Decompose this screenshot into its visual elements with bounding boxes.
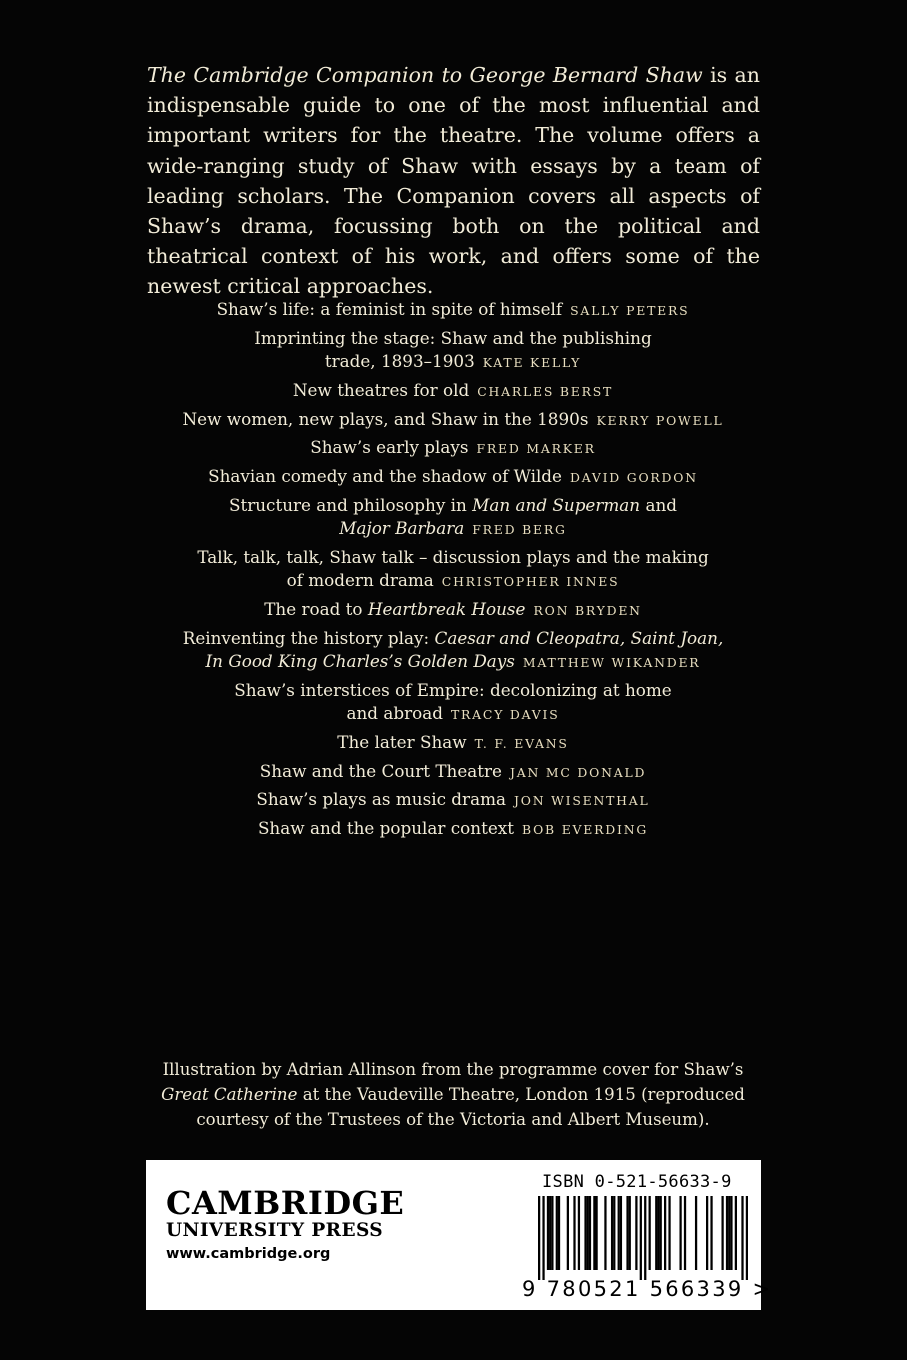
chapter-title: New theatres for old [292, 379, 470, 400]
barcode-bar [589, 1196, 591, 1270]
chapter-author: KERRY POWELL [596, 412, 724, 428]
barcode-bar [655, 1196, 657, 1270]
barcode-bar [620, 1196, 622, 1270]
contents-item [130, 298, 776, 323]
barcode-bar [542, 1196, 544, 1280]
contents-item [130, 731, 776, 756]
chapter-author: FRED MARKER [476, 441, 596, 457]
chapter-title-italic: Major Barbara [339, 518, 465, 539]
barcode-bar [578, 1196, 580, 1270]
barcode-bar [538, 1196, 540, 1280]
chapter-title: Reinventing the history play: [182, 627, 435, 648]
chapter-author: T. F. EVANS [474, 736, 569, 752]
contents-item [130, 679, 776, 727]
barcode-bar [635, 1196, 637, 1270]
barcode-bar [567, 1196, 569, 1270]
contents-item [130, 598, 776, 623]
chapter-title: New women, new plays, and Shaw in the 1890s [182, 408, 589, 429]
chapter-title: The road to [264, 599, 368, 619]
contents-item [130, 465, 776, 490]
barcode-bar [640, 1196, 642, 1280]
barcode-bar [684, 1196, 686, 1270]
chapter-author: MATTHEW WIKANDER [522, 655, 701, 671]
illustration-credit [130, 1057, 776, 1132]
isbn-label: ISBN 0-521-56633-9 [542, 1172, 732, 1192]
chapter-title: Shaw and the popular context [257, 818, 514, 839]
barcode-bar [706, 1196, 708, 1270]
contents-item [130, 817, 776, 842]
barcode-bar [668, 1196, 670, 1270]
chapter-author: DAVID GORDON [569, 469, 698, 485]
barcode-bar [695, 1196, 697, 1270]
chapter-author: JAN MC DONALD [509, 764, 647, 780]
chapter-author: CHARLES BERST [477, 383, 614, 399]
barcode-bar [710, 1196, 712, 1270]
barcode-bar [558, 1196, 560, 1270]
credit-line: Illustration by Adrian Allinson from the programme cover for Shaw’s [162, 1060, 744, 1079]
barcode-icon [538, 1196, 748, 1280]
barcode-bar [626, 1196, 628, 1270]
barcode-bar [618, 1196, 620, 1270]
chapter-title: Imprinting the stage: Shaw and the publishing [254, 327, 652, 348]
chapter-author: SALLY PETERS [570, 303, 690, 318]
publisher-name: CAMBRIDGE [166, 1184, 405, 1222]
chapter-author: TRACY DAVIS [450, 707, 560, 723]
chapter-author: CHRISTOPHER INNES [441, 574, 620, 590]
barcode-bar [679, 1196, 681, 1270]
contents-item [130, 760, 776, 785]
barcode-bar [730, 1196, 732, 1270]
barcode-bar [649, 1196, 651, 1270]
barcode-bar [604, 1196, 606, 1270]
barcode-bar [726, 1196, 728, 1270]
barcode-bar [644, 1196, 646, 1280]
credit-line: at the Vaudeville Theatre, London 1915 (reproduced courtesy of the Trustees of the Victoria and Albert Museum). [196, 1085, 745, 1129]
contents-item [130, 327, 776, 375]
book-title: The Cambridge Companion to George Bernard Shaw [147, 63, 703, 87]
blurb-text: is an indispensable guide to one of the most influential and important writers for the theatre. The volume offers a wide-ranging study of Shaw with essays by a team of leading scholars. The Companion covers all aspects of Shaw’s drama, focussing both on the political and theatrical context of his work, and offers some of the newest critical approaches. [147, 63, 760, 299]
contents-item [130, 436, 776, 461]
chapter-title: and [640, 494, 678, 515]
barcode-bar [735, 1196, 737, 1270]
chapter-title-cont: trade, 1893–1903 [324, 351, 475, 372]
chapter-title: Shavian comedy and the shadow of Wilde [208, 465, 562, 486]
barcode-bar [664, 1196, 666, 1270]
contents-item [130, 379, 776, 404]
barcode-bar [741, 1196, 743, 1280]
chapter-title-italic: Caesar and Cleopatra, Saint Joan, [434, 627, 724, 648]
barcode-bar [746, 1196, 748, 1280]
chapter-title: Structure and philosophy in [228, 494, 473, 515]
barcode-bar [611, 1196, 613, 1270]
barcode-bar [551, 1196, 553, 1270]
barcode-bar [613, 1196, 615, 1270]
barcode-bar [547, 1196, 549, 1270]
barcode-bar [549, 1196, 551, 1270]
credit-play-title: Great Catherine [161, 1085, 298, 1104]
publisher-barcode-label [146, 1160, 773, 1310]
chapter-title-cont: of modern drama [286, 570, 434, 591]
publisher-subname: UNIVERSITY PRESS [166, 1220, 384, 1241]
barcode-bar [584, 1196, 586, 1270]
barcode-bar [573, 1196, 575, 1270]
chapter-title: Shaw’s early plays [310, 437, 469, 458]
barcode-bar [660, 1196, 662, 1270]
chapter-author: FRED BERG [472, 522, 567, 538]
barcode-bar [593, 1196, 595, 1270]
chapter-title-italic: Man and Superman [472, 494, 641, 515]
chapter-author: KATE KELLY [482, 355, 582, 371]
chapter-title: Shaw’s life: a feminist in spite of himself [216, 299, 563, 319]
chapter-title-italic: In Good King Charles’s Golden Days [205, 651, 515, 672]
barcode-bar [595, 1196, 597, 1270]
chapter-title: Talk, talk, talk, Shaw talk – discussion plays and the making [197, 546, 709, 567]
barcode-bar [728, 1196, 730, 1270]
contents-list [130, 298, 776, 846]
barcode-bar [721, 1196, 723, 1270]
chapter-author: JON WISENTHAL [514, 793, 650, 809]
barcode-bar [657, 1196, 659, 1270]
contents-item [130, 627, 776, 675]
chapter-author: RON BRYDEN [533, 603, 642, 618]
publisher-url: www.cambridge.org [166, 1246, 331, 1262]
barcode-digits: 9 780521 566339 > [522, 1277, 773, 1301]
barcode-bar [587, 1196, 589, 1270]
contents-item [130, 494, 776, 542]
barcode-bar [556, 1196, 558, 1270]
chapter-title-cont: and abroad [346, 703, 443, 724]
blurb-paragraph [147, 60, 760, 302]
chapter-title: Shaw’s interstices of Empire: decolonizing at home [234, 679, 672, 700]
publisher-logo [166, 1186, 404, 1242]
contents-item [130, 408, 776, 433]
contents-item [130, 788, 776, 813]
chapter-title: The later Shaw [337, 732, 467, 753]
chapter-title: Shaw’s plays as music drama [256, 789, 506, 810]
contents-item [130, 546, 776, 594]
chapter-title: Shaw and the Court Theatre [259, 760, 502, 781]
barcode-bar [629, 1196, 631, 1270]
chapter-title-italic: Heartbreak House [367, 599, 526, 619]
chapter-author: BOB EVERDING [521, 822, 649, 838]
